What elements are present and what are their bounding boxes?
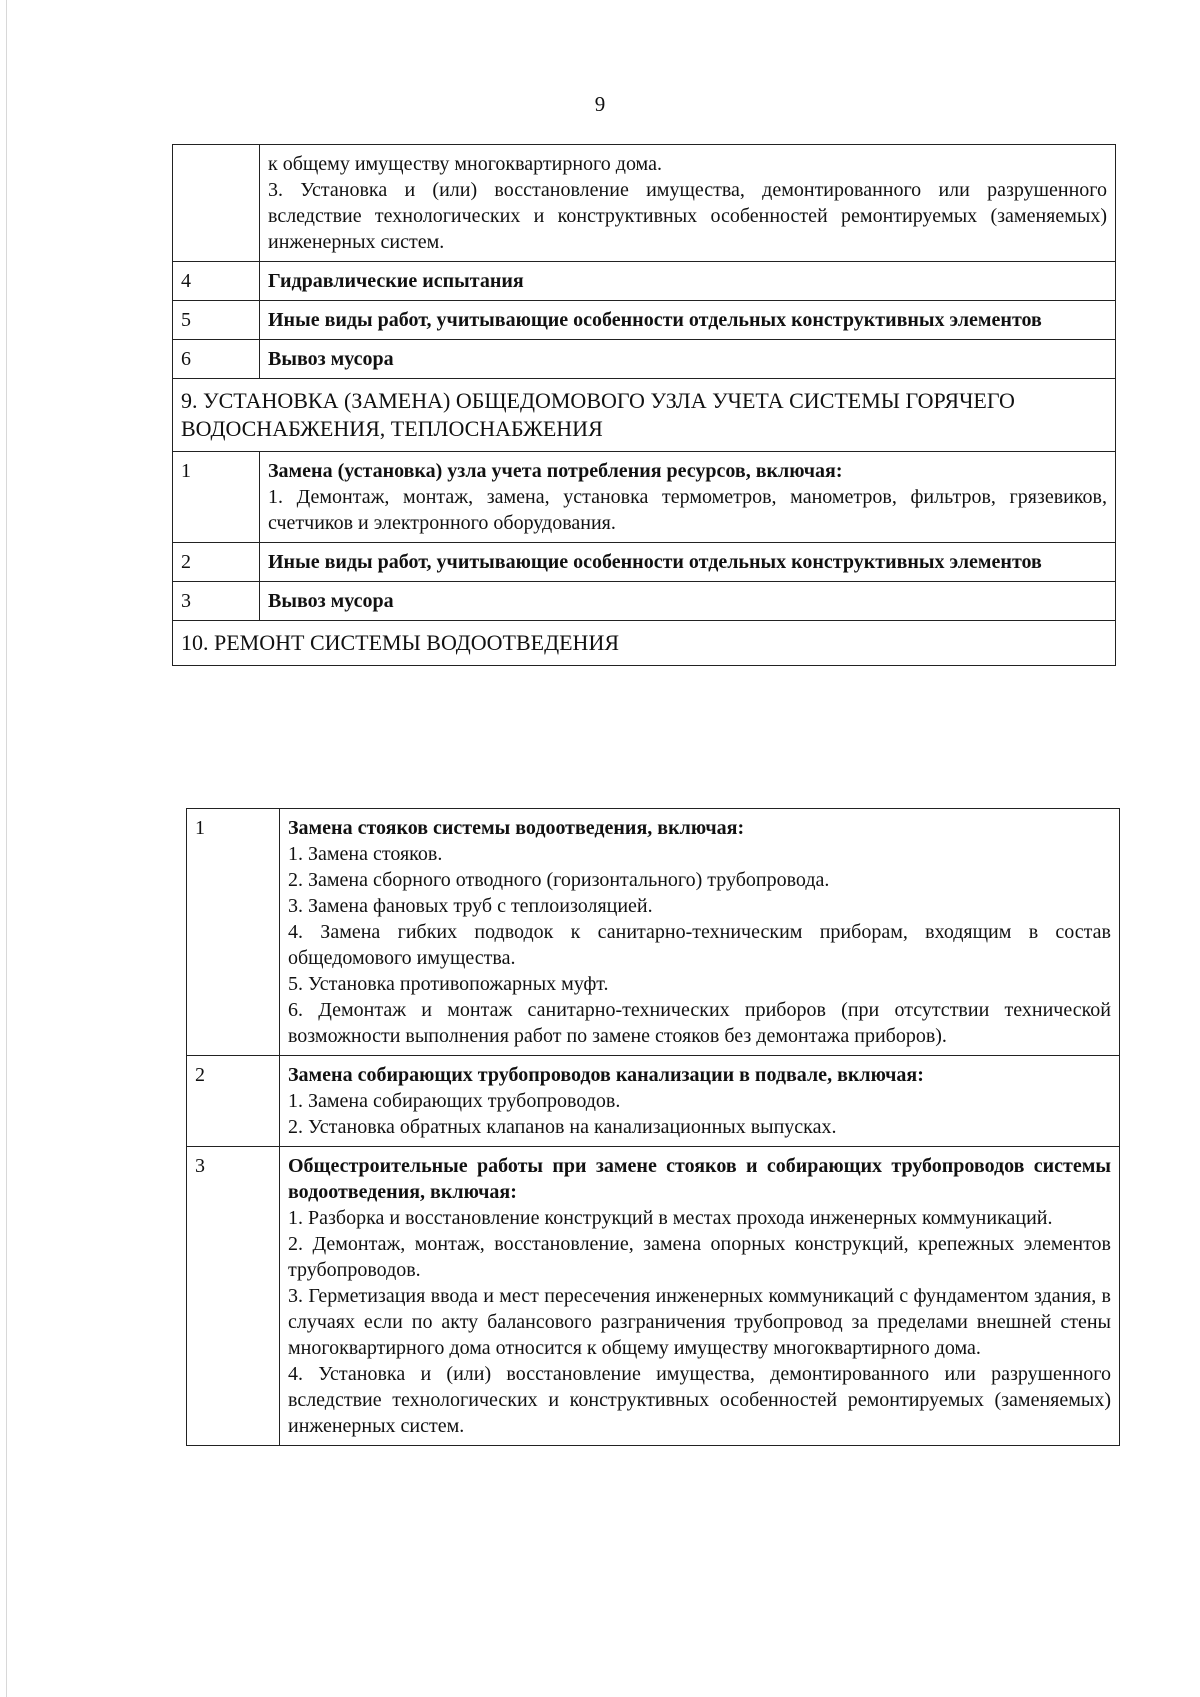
work-title: Общестроительные работы при замене стояков и собирающих трубопроводов системы водоотведения, включая: [288,1155,1111,1203]
work-title: Иные виды работ, учитывающие особенности отдельных конструктивных элементов [268,309,1042,331]
scan-edge [6,0,7,1697]
work-item: 3. Герметизация ввода и мест пересечения инженерных коммуникаций с фундаментом здания, в случаях если по акту балансового разграничения трубопровод за пределами внешней стены многоквартирного дома относится к общему имуществу многоквартирного дома. [288,1285,1111,1359]
section-header-row [173,621,1116,666]
works-table-upper-body [173,145,1116,666]
works-table-lower [186,808,1120,1446]
page-number: 9 [594,92,606,116]
work-item: 2. Демонтаж, монтаж, восстановление, замена опорных конструкций, крепежных элементов трубопроводов. [288,1233,1111,1281]
table-row [173,340,1116,379]
work-description [260,262,1116,301]
row-number: 2 [173,543,260,582]
table-row [173,145,1116,262]
row-number: 3 [187,1147,280,1446]
table-row [187,809,1120,1056]
work-item: 1. Разборка и восстановление конструкций в местах прохода инженерных коммуникаций. [288,1207,1053,1229]
work-description [260,340,1116,379]
work-description [280,1147,1120,1446]
works-table-lower-body [187,809,1120,1446]
work-item: 3. Замена фановых труб с теплоизоляцией. [288,895,653,917]
work-item: 3. Установка и (или) восстановление имущества, демонтированного или разрушенного вследствие технологических и конструктивных особенностей ремонтируемых (заменяемых) инженерных систем. [268,179,1107,253]
table-row [173,543,1116,582]
work-description [260,301,1116,340]
work-description [280,809,1120,1056]
work-title: Замена (установка) узла учета потребления ресурсов, включая: [268,460,843,482]
table-row [173,301,1116,340]
work-title: Иные виды работ, учитывающие особенности отдельных конструктивных элементов [268,551,1042,573]
row-number: 3 [173,582,260,621]
work-item: 2. Установка обратных клапанов на канализационных выпусках. [288,1116,837,1138]
row-number: 4 [173,262,260,301]
row-number [173,145,260,262]
work-item: 4. Замена гибких подводок к санитарно-техническим приборам, входящим в состав общедомового имущества. [288,921,1111,969]
work-item: 1. Замена стояков. [288,843,443,865]
work-item: 1. Демонтаж, монтаж, замена, установка термометров, манометров, фильтров, грязевиков, счетчиков и электронного оборудования. [268,486,1107,534]
row-number: 5 [173,301,260,340]
work-title: Вывоз мусора [268,590,394,612]
row-number: 1 [187,809,280,1056]
work-item: 2. Замена сборного отводного (горизонтального) трубопровода. [288,869,830,891]
table-row [187,1056,1120,1147]
work-item: к общему имуществу многоквартирного дома. [268,153,662,175]
work-title: Гидравлические испытания [268,270,524,292]
work-description [260,452,1116,543]
work-description [280,1056,1120,1147]
section-title: 9. УСТАНОВКА (ЗАМЕНА) ОБЩЕДОМОВОГО УЗЛА УЧЕТА СИСТЕМЫ ГОРЯЧЕГО ВОДОСНАБЖЕНИЯ, ТЕПЛОСНАБЖЕНИЯ [173,379,1116,452]
work-item: 1. Замена собирающих трубопроводов. [288,1090,621,1112]
section-title: 10. РЕМОНТ СИСТЕМЫ ВОДООТВЕДЕНИЯ [173,621,1116,666]
work-description [260,582,1116,621]
work-description [260,145,1116,262]
table-row [187,1147,1120,1446]
work-item: 5. Установка противопожарных муфт. [288,973,609,995]
works-table-upper [172,144,1116,666]
section-header-row [173,379,1116,452]
work-description [260,543,1116,582]
work-item: 4. Установка и (или) восстановление имущества, демонтированного или разрушенного вследствие технологических и конструктивных особенностей ремонтируемых (заменяемых) инженерных систем. [288,1363,1111,1437]
table-row [173,262,1116,301]
work-title: Вывоз мусора [268,348,394,370]
work-title: Замена собирающих трубопроводов канализации в подвале, включая: [288,1064,924,1086]
row-number: 1 [173,452,260,543]
row-number: 2 [187,1056,280,1147]
table-row [173,582,1116,621]
row-number: 6 [173,340,260,379]
work-item: 6. Демонтаж и монтаж санитарно-технических приборов (при отсутствии технической возможности выполнения работ по замене стояков без демонтажа приборов). [288,999,1111,1047]
table-row [173,452,1116,543]
work-title: Замена стояков системы водоотведения, включая: [288,817,745,839]
